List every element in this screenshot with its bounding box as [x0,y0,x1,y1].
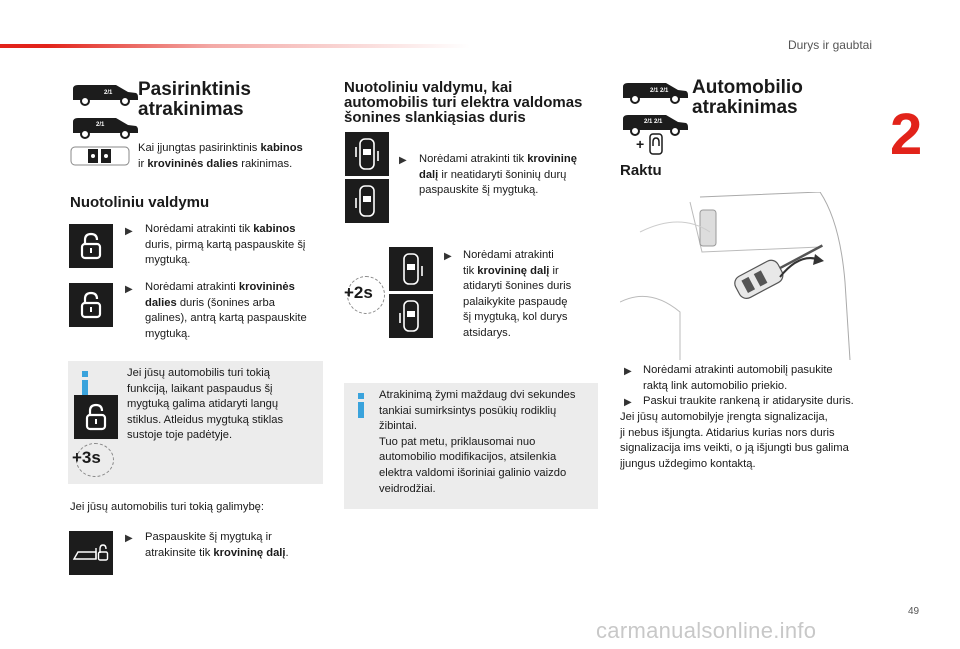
van-icon [70,113,140,139]
section-title: Durys ir gaubtai [787,38,872,52]
info-icon [358,393,364,399]
page-title-custom-unlock: Pasirinktinis atrakinimas [138,79,251,120]
bullet-pull-handle: Paskui traukite rankeną ir atidarysite duris. [643,395,854,407]
unlock-button-icon [69,283,113,327]
bullet-turn-key: Norėdami atrakinti automobilį pasukite raktą link automobilio priekio. [643,364,833,392]
svg-text:2/1 2/1: 2/1 2/1 [644,119,663,125]
bullet-cargo-no-doors: Norėdami atrakinti tik krovininę dalį ir neatidaryti šoninių durų paspauskite šį mygtuką. [419,153,577,197]
van-icon [70,80,140,106]
bullet-icon: ▶ [624,366,632,377]
unlock-button-icon [74,395,118,439]
sliding-door-icon [398,252,424,286]
unlock-button-icon [69,224,113,268]
cargo-unlock-icon [72,542,110,564]
bullet-icon: ▶ [399,155,407,166]
info-box-windows [68,361,323,484]
info-text-windows: Jei jūsų automobilis turi tokią funkciją, laikant paspaudus šį mygtuką galima atidaryti langų stiklus. Atleidus mygtuką stiklas sustoje toje padėtyje. [127,367,284,442]
cargo-unlock-icon [70,144,130,168]
door-button-icon [345,132,389,176]
bullet-cabin-unlock: Norėdami atrakinti tik kabinos duris, pirmą kartą paspauskite šį mygtuką. [145,223,306,267]
sliding-door-icon [354,137,380,171]
key-plus-icon [636,132,666,156]
bullet-icon: ▶ [624,397,632,408]
chapter-number: 2 [890,102,923,167]
page-number: 49 [908,606,920,617]
svg-text:+: + [636,136,645,152]
unlock-icon [84,403,108,431]
header-accent-bar [0,44,470,48]
intro-text: Kai įjungtas pasirinktinis kabinos ir krovininės dalies rakinimas. [138,142,303,170]
bullet-cargo-unlock: Norėdami atrakinti krovininės dalies duris (šonines arba galines), antrą kartą paspauskite mygtuką. [145,281,307,340]
info-icon [82,371,88,377]
bullet-cargo-open-doors: Norėdami atrakinti tik krovininę dalį ir atidaryti šonines duris palaikykite paspaudę šį mygtuką, kol durys atsidarys. [463,249,572,339]
subtitle-remote: Nuotoliniu valdymu [70,194,210,211]
svg-text:2/1: 2/1 [96,122,105,128]
unlock-icon [79,232,103,260]
svg-text:2/1 2/1: 2/1 2/1 [650,88,669,94]
door-button-icon [345,179,389,223]
info-box-indicators [344,383,598,509]
bullet-icon: ▶ [444,251,452,262]
hold-2s-badge: +2s [344,283,373,302]
door-button-icon [389,294,433,338]
sliding-door-icon [354,184,380,218]
door-button-icon [389,247,433,291]
sliding-door-icon [398,299,424,333]
section-title-unlock: Automobilio atrakinimas [692,77,803,118]
unlock-icon [79,291,103,319]
subtitle-key: Raktu [620,162,662,179]
bullet-cargo-only: Paspauskite šį mygtuką ir atrakinsite tik krovininę dalį. [145,531,289,559]
section-title-sliding-doors: Nuotoliniu valdymu, kai automobilis turi elektra valdomas šonines slankiąsias duris [344,79,583,126]
van-icon [620,78,690,104]
cargo-button-icon [69,531,113,575]
bullet-icon: ▶ [125,284,133,295]
bullet-icon: ▶ [125,226,133,237]
alarm-note: Jei jūsų automobilyje įrengta signalizacija, ji nebus išjungta. Atidarius kurias nors duris signalizacija ims veikti, o ją išjungti bus galima įjungus uždegimo kontaktą. [620,411,849,470]
info-text-indicators: Atrakinimą žymi maždaug dvi sekundes tankiai sumirksintys posūkių rodiklių žibintai. Tuo pat metu, priklausomai nuo automobilio modifikacijos, atsilenkia elektra valdomi išoriniai galinio vaizdo veidrodžiai. [379,389,576,495]
key-in-door-illustration [620,192,874,360]
bullet-icon: ▶ [125,533,133,544]
feature-note: Jei jūsų automobilis turi tokią galimybę: [70,501,265,513]
svg-text:2/1: 2/1 [104,90,113,96]
watermark: carmanualsonline.info [596,618,817,643]
hold-3s-badge: +3s [72,448,101,467]
